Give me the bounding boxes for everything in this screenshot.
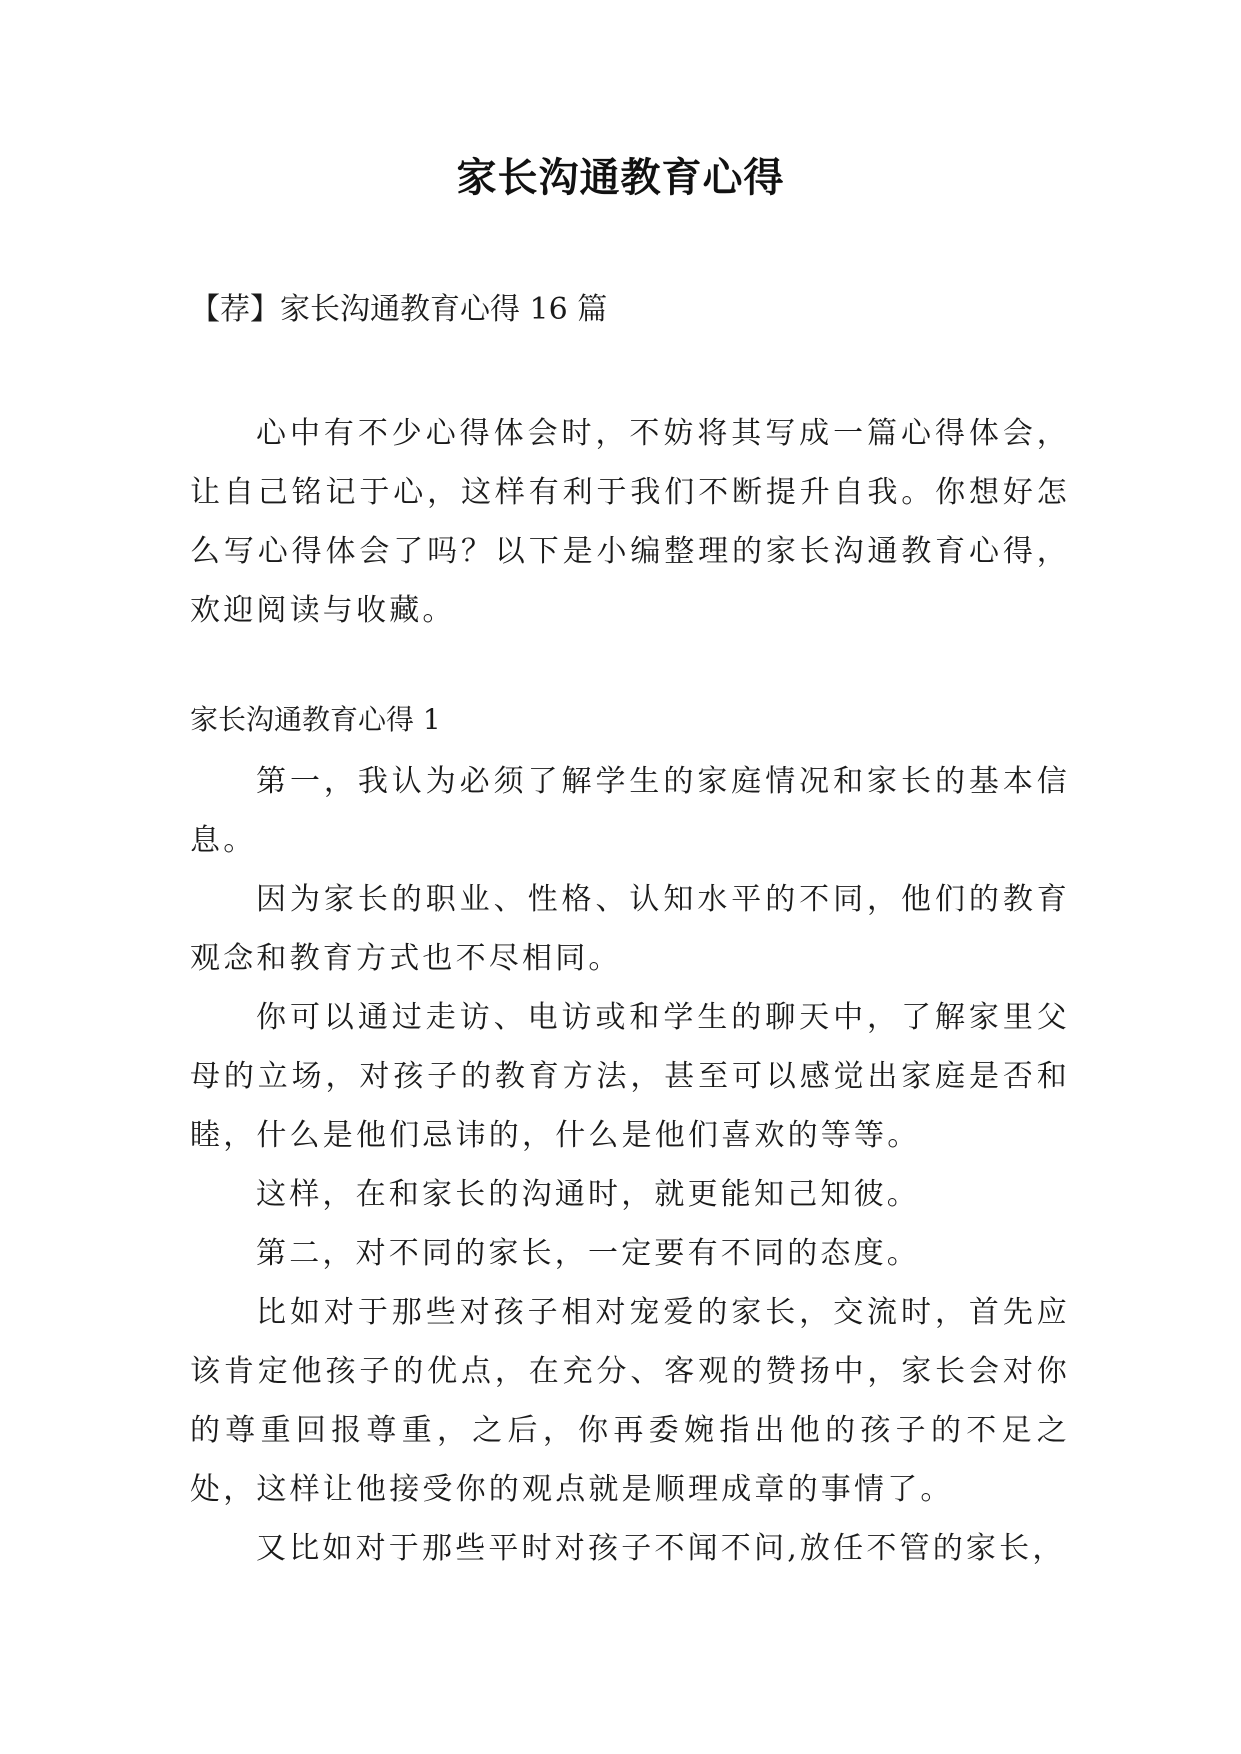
section-content [190, 752, 1070, 1578]
body-paragraph: 又比如对于那些平时对孩子不闻不问,放任不管的家长， [256, 1531, 1066, 1566]
body-paragraph: 你可以通过走访、电访或和学生的聊天中，了解家里父母的立场，对孩子的教育方法，甚至可以感觉出家庭是否和睦，什么是他们忌讳的，什么是他们喜欢的等等。 [190, 1000, 1070, 1153]
intro-paragraph: 心中有不少心得体会时，不妨将其写成一篇心得体会，让自己铭记于心，这样有利于我们不断提升自我。你想好怎么写心得体会了吗？以下是小编整理的家长沟通教育心得，欢迎阅读与收藏。 [190, 416, 1070, 628]
body-paragraph: 比如对于那些对孩子相对宠爱的家长，交流时，首先应该肯定他孩子的优点，在充分、客观的赞扬中，家长会对你的尊重回报尊重，之后，你再委婉指出他的孩子的不足之处，这样让他接受你的观点就是顺理成章的事情了。 [190, 1295, 1070, 1507]
document-title: 家长沟通教育心得 [456, 155, 785, 201]
section-heading: 家长沟通教育心得 1 [190, 703, 441, 736]
body-paragraph: 第一，我认为必须了解学生的家庭情况和家长的基本信息。 [190, 764, 1070, 858]
body-paragraph: 第二，对不同的家长，一定要有不同的态度。 [256, 1236, 920, 1271]
body-paragraph: 因为家长的职业、性格、认知水平的不同，他们的教育观念和教育方式也不尽相同。 [190, 882, 1070, 976]
body-paragraph: 这样，在和家长的沟通时，就更能知己知彼。 [256, 1177, 920, 1212]
document-subtitle: 【荐】家长沟通教育心得 16 篇 [190, 292, 608, 327]
